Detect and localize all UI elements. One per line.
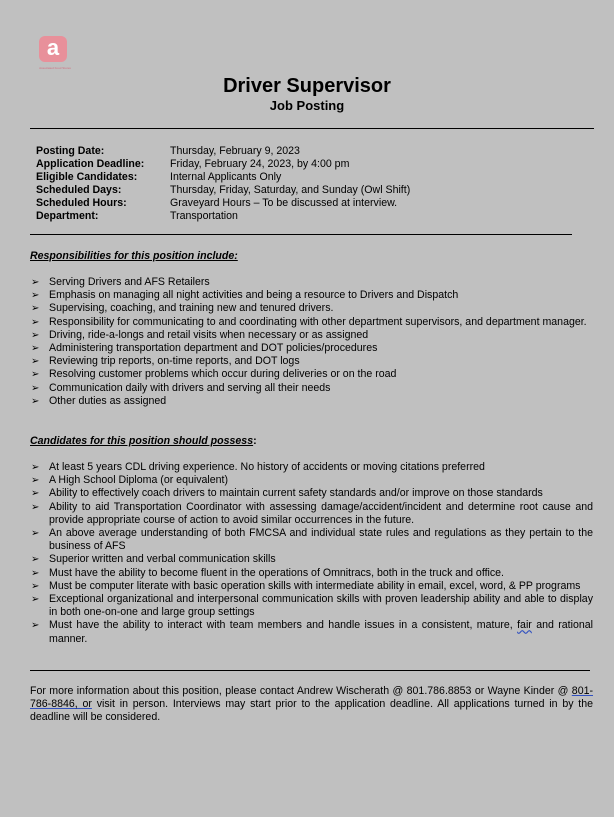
detail-value: Transportation bbox=[170, 210, 238, 222]
list-item: ➢ Serving Drivers and AFS Retailers bbox=[31, 276, 210, 288]
list-item: ➢ Supervising, coaching, and training new and tenured drivers. bbox=[31, 302, 334, 315]
arrow-bullet-icon: ➢ bbox=[31, 475, 40, 487]
logo-text: Associated Food Stores bbox=[39, 66, 71, 70]
detail-label: Eligible Candidates: bbox=[36, 171, 138, 183]
posting-details bbox=[36, 145, 410, 223]
arrow-bullet-icon: ➢ bbox=[31, 567, 40, 579]
details-divider bbox=[30, 234, 572, 235]
top-divider bbox=[30, 128, 594, 129]
detail-row bbox=[36, 210, 410, 223]
page-title: Driver Supervisor bbox=[223, 75, 391, 97]
detail-row bbox=[36, 171, 410, 184]
list-item: ➢ An above average understanding of both FMCSA and individual state rules and regulations as they pertain to the business of AFS bbox=[31, 527, 593, 553]
arrow-bullet-icon: ➢ bbox=[31, 554, 40, 566]
page-subtitle: Job Posting bbox=[269, 98, 345, 113]
arrow-bullet-icon: ➢ bbox=[31, 343, 40, 355]
arrow-bullet-icon: ➢ bbox=[31, 580, 40, 592]
list-item: ➢ Emphasis on managing all night activities and being a resource to Drivers and Dispatch bbox=[31, 289, 459, 302]
arrow-bullet-icon: ➢ bbox=[31, 462, 40, 473]
detail-label: Department: bbox=[36, 210, 99, 222]
list-item: ➢ Responsibility for communicating to and coordinating with other department supervisors, and department manager. bbox=[31, 315, 587, 328]
list-item: ➢ Reviewing trip reports, on-time reports, and DOT logs bbox=[31, 355, 300, 368]
footer-divider bbox=[30, 670, 590, 671]
detail-value: Friday, February 24, 2023, by 4:00 pm bbox=[170, 158, 350, 170]
list-item: ➢ Superior written and verbal communication skills bbox=[31, 553, 276, 566]
detail-value: Thursday, Friday, Saturday, and Sunday (Owl Shift) bbox=[170, 184, 411, 196]
arrow-bullet-icon: ➢ bbox=[31, 620, 40, 632]
arrow-bullet-icon: ➢ bbox=[31, 488, 40, 500]
list-item: ➢ Driving, ride-a-longs and retail visits when necessary or as assigned bbox=[31, 328, 369, 341]
arrow-bullet-icon: ➢ bbox=[31, 395, 40, 407]
company-logo bbox=[31, 34, 79, 74]
list-item: ➢ Ability to effectively coach drivers to maintain current safety standards and/or improve on those standards bbox=[31, 487, 543, 500]
arrow-bullet-icon: ➢ bbox=[31, 501, 40, 513]
arrow-bullet-icon: ➢ bbox=[31, 382, 40, 394]
phone-number: 801-786-8846, or bbox=[30, 685, 593, 711]
arrow-bullet-icon: ➢ bbox=[31, 277, 40, 288]
detail-label: Scheduled Hours: bbox=[36, 197, 127, 209]
responsibilities-list bbox=[31, 276, 593, 408]
list-item: ➢ Must have the ability to interact with team members and handle issues in a consistent, mature, fair and rational manner. bbox=[31, 619, 594, 645]
qualifications-list bbox=[31, 461, 593, 646]
detail-label: Application Deadline: bbox=[36, 158, 145, 170]
detail-value: Graveyard Hours – To be discussed at interview. bbox=[170, 197, 398, 209]
arrow-bullet-icon: ➢ bbox=[31, 369, 40, 381]
list-item: ➢ Communication daily with drivers and serving all their needs bbox=[31, 381, 331, 394]
spellcheck-word: fair bbox=[517, 619, 532, 632]
list-item: ➢ Resolving customer problems which occur during deliveries or on the road bbox=[31, 368, 397, 381]
list-item: ➢ Must be computer literate with basic operation skills with intermediate ability in email, excel, word, & PP programs bbox=[31, 579, 581, 592]
list-item: ➢ A High School Diploma (or equivalent) bbox=[31, 474, 229, 487]
detail-value: Internal Applicants Only bbox=[170, 171, 282, 183]
arrow-bullet-icon: ➢ bbox=[31, 290, 40, 302]
list-item: ➢ Must have the ability to become fluent in the operations of Omnitracs, both in the truck and office. bbox=[31, 566, 504, 579]
detail-row bbox=[36, 197, 410, 210]
list-item: ➢ Administering transportation department and DOT policies/procedures bbox=[31, 342, 378, 355]
arrow-bullet-icon: ➢ bbox=[31, 303, 40, 315]
list-item: ➢ Ability to aid Transportation Coordinator with assessing damage/accident/incident and determine root cause and provide appropriate course of action to avoid similar occurrences in the future. bbox=[31, 500, 593, 526]
logo-mark: a bbox=[39, 36, 67, 62]
arrow-bullet-icon: ➢ bbox=[31, 528, 40, 540]
detail-value: Thursday, February 9, 2023 bbox=[170, 145, 300, 157]
detail-row bbox=[36, 158, 410, 171]
arrow-bullet-icon: ➢ bbox=[31, 594, 40, 606]
detail-row bbox=[36, 184, 410, 197]
qualifications-heading: Candidates for this position should possess: bbox=[30, 435, 257, 447]
detail-label: Scheduled Days: bbox=[36, 184, 122, 196]
arrow-bullet-icon: ➢ bbox=[31, 356, 40, 368]
list-item: ➢ Other duties as assigned bbox=[31, 394, 167, 407]
list-item: ➢ Exceptional organizational and interpersonal communication skills with proven leadership ability and able to display in both one-on-one and large group settings bbox=[31, 593, 593, 619]
contact-info: For more information about this position, please contact Andrew Wischerath @ 801.786.8853 or Wayne Kinder @ 801-786-8846, or visit in person. Interviews may start prior to the application deadline. All applications turned in by the deadline will be considered. bbox=[30, 685, 594, 724]
detail-label: Posting Date: bbox=[36, 145, 105, 157]
arrow-bullet-icon: ➢ bbox=[31, 329, 40, 341]
detail-row bbox=[36, 145, 410, 158]
arrow-bullet-icon: ➢ bbox=[31, 316, 40, 328]
list-item: ➢ At least 5 years CDL driving experience. No history of accidents or moving citations preferred bbox=[31, 461, 485, 473]
responsibilities-heading: Responsibilities for this position include: bbox=[30, 250, 238, 262]
